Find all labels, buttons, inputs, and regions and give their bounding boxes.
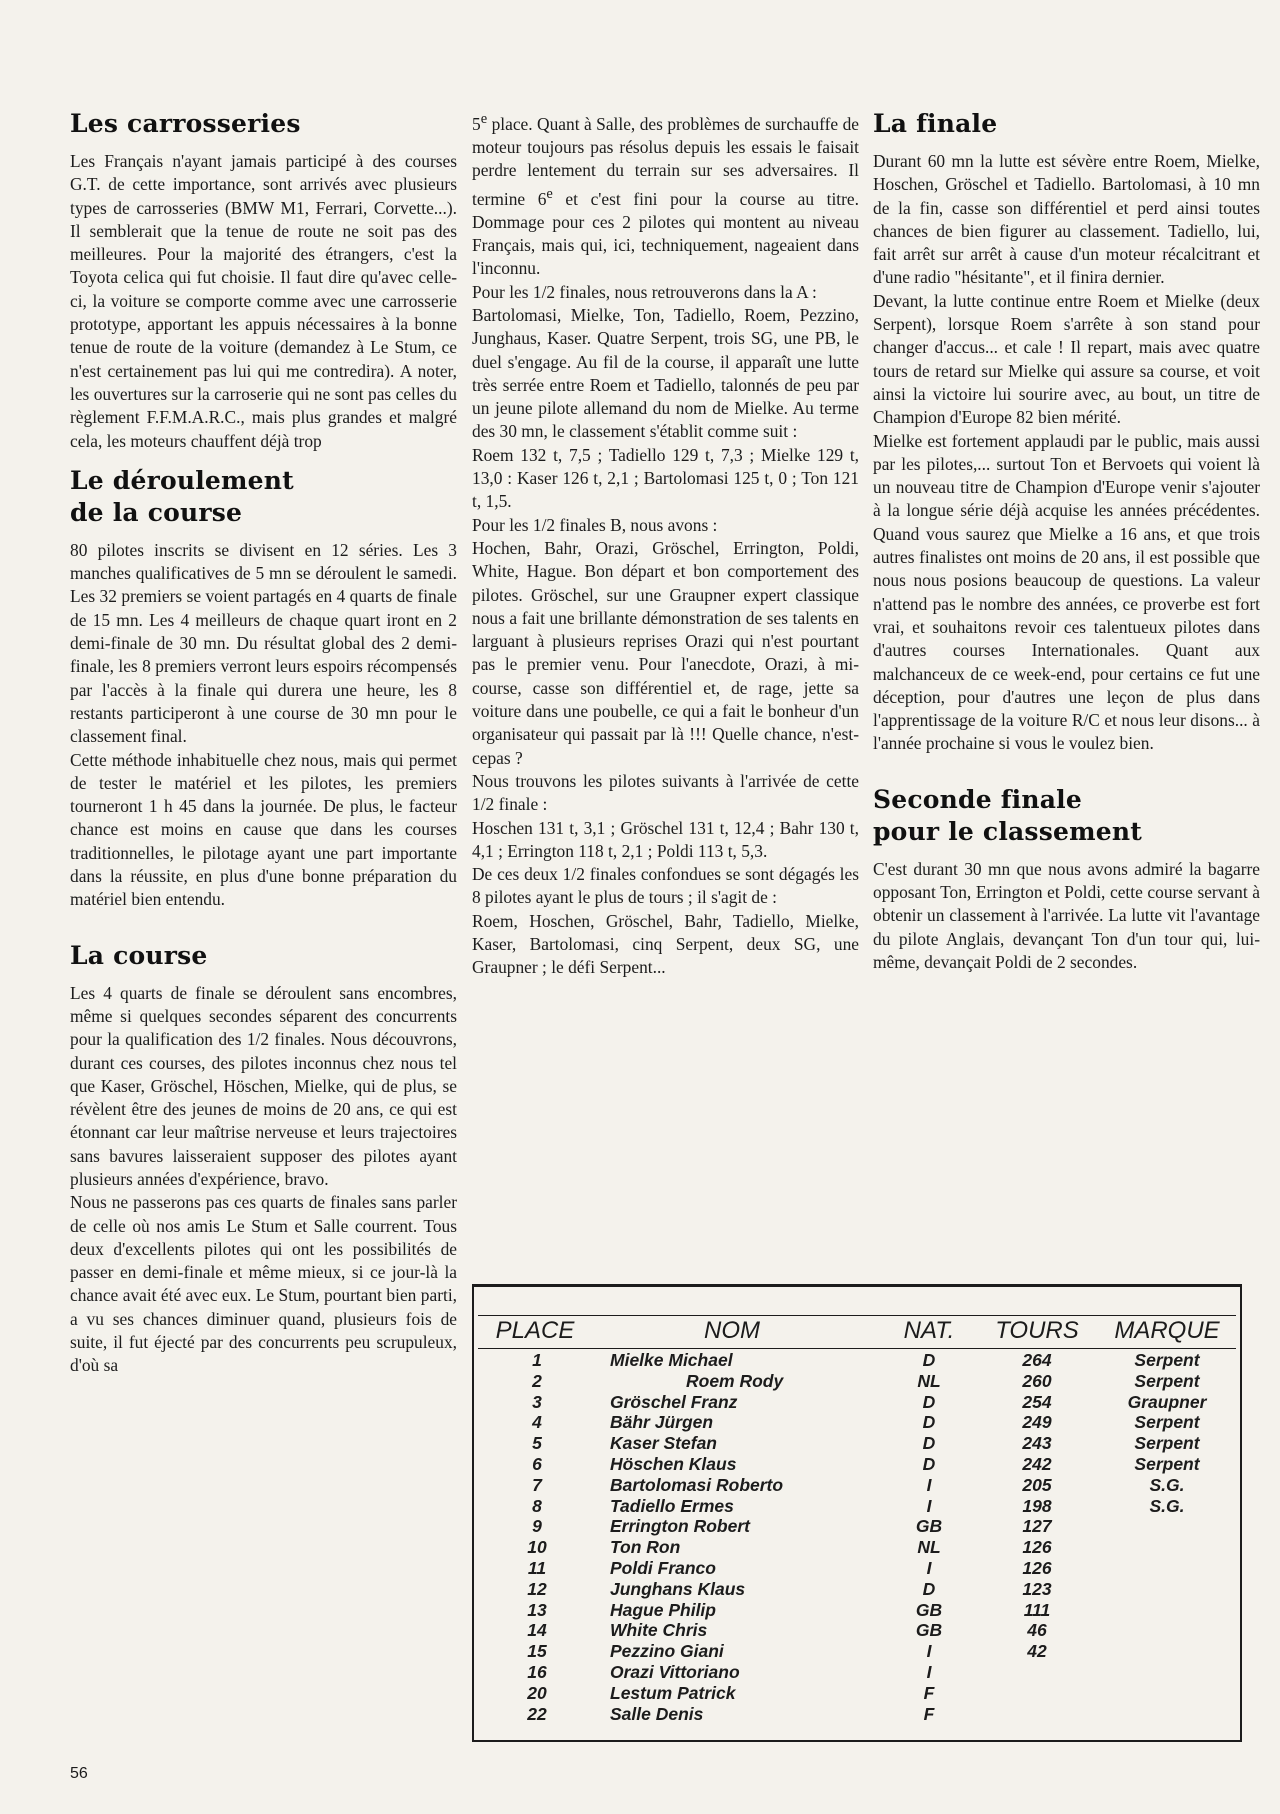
cell-tours: 127 <box>1022 1516 1052 1537</box>
table-body <box>474 1350 1240 1724</box>
cell-tours: 111 <box>1023 1599 1051 1620</box>
heading-la-finale: La finale <box>873 109 998 138</box>
cell-tours: 254 <box>1022 1391 1052 1412</box>
cell-nom: Bähr Jürgen <box>610 1412 714 1433</box>
paragraph: Cette méthode inhabituelle chez nous, mais qui permet de tester le matériel et les pilotes, les premiers tourneront 1 h 45 dans la journée. De plus, le facteur chance est moins en cause que dans les courses traditionnelles, le pilotage ayant une part importante dans la réussite, en plus d'une bonne préparation du matériel bien entendu. <box>70 749 457 910</box>
cell-nom: Orazi Vittoriano <box>610 1661 740 1682</box>
paragraph: Roem, Hoschen, Gröschel, Bahr, Tadiello, Mielke, Kaser, Bartolomasi, cinq Serpent, deux SG, une Graupner ; le défi Serpent... <box>472 910 859 978</box>
cell-nat: F <box>923 1703 935 1724</box>
paragraph: Hoschen 131 t, 3,1 ; Gröschel 131 t, 12,4 ; Bahr 130 t, 4,1 ; Errington 118 t, 2,1 ; Poldi 113 t, 5,3. <box>472 817 859 861</box>
cell-nat: D <box>922 1391 936 1412</box>
cell-nat: I <box>926 1495 932 1516</box>
text-fragment: place. Quant à Salle, des problèmes de surchauffe de moteur toujours pas résolus depuis les essais le faisait perdre lentement du terrain sur ses adversaires. Il termine 6 <box>472 113 859 209</box>
cell-tours: 123 <box>1022 1578 1052 1599</box>
cell-nat: NL <box>917 1370 941 1391</box>
cell-place: 9 <box>532 1516 542 1537</box>
cell-tours: 260 <box>1022 1370 1052 1391</box>
superscript: e <box>480 111 488 127</box>
cell-place: 22 <box>527 1703 547 1724</box>
cell-marque: S.G. <box>1149 1474 1185 1495</box>
table-row <box>474 1433 1240 1454</box>
cell-marque: Graupner <box>1127 1391 1207 1412</box>
table-row <box>474 1662 1240 1683</box>
cell-nom: Höschen Klaus <box>610 1453 737 1474</box>
paragraph: Roem 132 t, 7,5 ; Tadiello 129 t, 7,3 ; Mielke 129 t, 13,0 : Kaser 126 t, 2,1 ; Bartolomasi 125 t, 0 ; Ton 121 t, 1,5. <box>472 444 859 512</box>
heading-line: Seconde finale <box>873 784 1082 814</box>
cell-place: 13 <box>527 1599 547 1620</box>
cell-marque: Serpent <box>1134 1412 1200 1433</box>
cell-place: 16 <box>527 1661 547 1682</box>
cell-place: 5 <box>532 1433 542 1454</box>
header-place: PLACE <box>495 1317 575 1344</box>
header-nat: NAT. <box>903 1317 955 1344</box>
cell-place: 7 <box>532 1474 542 1495</box>
cell-tours: 126 <box>1022 1557 1052 1578</box>
header-tours: TOURS <box>995 1317 1079 1344</box>
cell-nat: D <box>922 1578 936 1599</box>
header-marque: MARQUE <box>1114 1317 1220 1344</box>
paragraph: Devant, la lutte continue entre Roem et Mielke (deux Serpent), lorsque Roem s'arrête à son stand pour changer d'accus... et cale ! Il repart, mais avec quatre tours de retard sur Mielke qui assure sa course, et voit ainsi la victoire lui sourire avec, au bout, un titre de Champion d'Europe 82 bien mérité. <box>873 290 1260 428</box>
column-right <box>873 108 1260 974</box>
table-row <box>474 1516 1240 1537</box>
table-row <box>474 1620 1240 1641</box>
cell-nom: Salle Denis <box>610 1703 704 1724</box>
cell-nom: Gröschel Franz <box>610 1391 738 1412</box>
table-row <box>474 1350 1240 1371</box>
cell-place: 11 <box>527 1557 547 1578</box>
results-table <box>472 1284 1242 1742</box>
cell-nat: I <box>926 1557 932 1578</box>
header-nom: NOM <box>704 1317 760 1344</box>
cell-tours: 126 <box>1022 1537 1052 1558</box>
superscript: e <box>546 185 553 202</box>
cell-place: 6 <box>532 1453 542 1474</box>
cell-marque: Serpent <box>1134 1433 1200 1454</box>
paragraph <box>472 108 859 281</box>
cell-tours: 205 <box>1022 1474 1052 1495</box>
table-row <box>474 1392 1240 1413</box>
table-row <box>474 1454 1240 1475</box>
cell-nom: Errington Robert <box>610 1516 750 1537</box>
column-left <box>70 108 457 1378</box>
table-row <box>474 1558 1240 1579</box>
paragraph: 80 pilotes inscrits se divisent en 12 séries. Les 3 manches qualificatives de 5 mn se déroulent le samedi. Les 32 premiers se voient partagés en 4 quarts de finale de 15 mn. Les 4 meilleurs de chaque quart iront en 2 demi-finale de 30 mn. Du résultat global des 2 demi-finale, les 8 premiers verront leurs espoirs récompensés par l'accès à la finale qui durera une heure, les 8 restants participeront à une course de 30 mn pour le classement final. <box>70 539 457 747</box>
table-row <box>474 1579 1240 1600</box>
cell-place: 10 <box>527 1537 547 1558</box>
cell-place: 4 <box>532 1412 542 1433</box>
heading-line: pour le classement <box>873 816 1142 846</box>
cell-place: 8 <box>532 1495 542 1516</box>
paragraph: Mielke est fortement applaudi par le public, mais aussi par les pilotes,... surtout Ton et Bervoets qui voient là un nouveau titre de Champion d'Europe venir s'ajouter à la longue série déjà acquise les années précédentes. Quand vous saurez que Mielke a 16 ans, et que trois autres finalistes ont moins de 20 ans, il est possible que nous nous posions beaucoup de questions. La valeur n'attend pas le nombre des années, ce proverbe est fort vrai, et souhaitons revoir ces talentueux pilotes dans d'autres courses Internationales. Quant aux malchanceux de ce week-end, pour certains ce fut une déception, pour d'autres une leçon de plus dans l'apprentissage de la voiture R/C et nous leur disons... à l'année prochaine si vous le voulez bien. <box>873 430 1260 754</box>
cell-place: 12 <box>527 1578 547 1599</box>
cell-nat: D <box>922 1453 936 1474</box>
cell-nom: Tadiello Ermes <box>610 1495 734 1516</box>
table-row <box>474 1641 1240 1662</box>
paragraph: Hochen, Bahr, Orazi, Gröschel, Errington, Poldi, White, Hague. Bon départ et bon comportement des pilotes. Gröschel, sur une Graupner expert classique nous a fait une brillante démonstration de ses talents en larguant à plusieurs reprises Orazi qui n'est pourtant pas le premier venu. Pour l'anecdote, Orazi, à mi-course, casse son différentiel et, de rage, jette sa voiture dans une poubelle, ce qui a fait le bonheur d'un organisateur qui passait par là !!! Quelle chance, n'est-cepas ? <box>472 537 859 768</box>
table-row <box>474 1683 1240 1704</box>
cell-marque: Serpent <box>1134 1350 1200 1370</box>
heading-line: de la course <box>70 497 243 527</box>
paragraph: Pour les 1/2 finales B, nous avons : <box>472 514 718 535</box>
table-header <box>474 1317 1240 1347</box>
text-fragment: 5 <box>472 113 481 134</box>
paragraph: De ces deux 1/2 finales confondues se sont dégagés les 8 pilotes ayant le plus de tours ; il s'agit de : <box>472 864 859 908</box>
cell-nom: Bartolomasi Roberto <box>610 1474 784 1495</box>
cell-place: 14 <box>527 1620 547 1641</box>
heading-deroulement <box>70 465 457 529</box>
heading-seconde-finale <box>873 784 1260 848</box>
cell-marque: S.G. <box>1149 1495 1185 1516</box>
paragraph: Les Français n'ayant jamais participé à des courses G.T. de cette importance, sont arrivés avec plusieurs types de carrosseries (BMW M1, Ferrari, Corvette...). Il semblerait que la tenue de route ne soit pas des meilleures. Pour la majorité des étrangers, c'est la Toyota celica qui fut choisie. Il faut dire qu'avec celle-ci, la voiture se comporte comme avec une carrosserie prototype, apportant les appuis nécessaires à la bonne tenue de route de la voiture (demandez à Le Stum, ce n'est certainement pas lui qui me contredira). A noter, les ouvertures sur la carroserie qui ne sont pas celles du règlement F.F.M.A.R.C., mais plus grandes et malgré cela, les moteurs chauffent déjà trop <box>70 151 457 451</box>
cell-tours: 42 <box>1027 1641 1047 1662</box>
paragraph: Nous trouvons les pilotes suivants à l'arrivée de cette 1/2 finale : <box>472 770 859 815</box>
column-middle <box>472 108 859 980</box>
table-row <box>474 1412 1240 1433</box>
table-row <box>474 1496 1240 1517</box>
cell-tours: 249 <box>1022 1412 1052 1433</box>
text-fragment: et c'est fini pour la course au titre. Dommage pour ces 2 pilotes qui montent au niveau Français, mais qui, ici, techniquement, nageaient dans l'inconnu. <box>472 188 859 279</box>
cell-place: 3 <box>532 1391 542 1412</box>
cell-nat: GB <box>915 1516 943 1537</box>
table-row <box>474 1475 1240 1496</box>
cell-nom: Hague Philip <box>610 1599 716 1620</box>
paragraph: Durant 60 mn la lutte est sévère entre Roem, Mielke, Hoschen, Gröschel et Tadiello. Bartolomasi, à 10 mn de la fin, casse son différentiel et perd ainsi toutes chances de bien figurer au classement. Tadiello, lui, fait arrêt sur arrêt à cause d'un moteur récalcitrant et d'une radio "hésitante", et il finira dernier. <box>873 151 1260 288</box>
cell-tours: 46 <box>1027 1620 1047 1641</box>
table-row <box>474 1600 1240 1621</box>
cell-place: 15 <box>527 1641 547 1662</box>
cell-marque: Serpent <box>1134 1453 1200 1474</box>
cell-nom: Kaser Stefan <box>610 1433 717 1454</box>
cell-nat: I <box>926 1641 932 1662</box>
cell-nat: D <box>922 1412 936 1433</box>
table-row <box>474 1371 1240 1392</box>
table-rule <box>478 1348 1236 1349</box>
cell-tours: 264 <box>1022 1350 1052 1370</box>
heading-line: Le déroulement <box>70 465 294 495</box>
cell-nom: Junghans Klaus <box>610 1578 746 1599</box>
cell-place: 1 <box>532 1350 542 1370</box>
table-rule <box>478 1315 1236 1316</box>
cell-nom: Roem Rody <box>686 1370 784 1391</box>
cell-nat: D <box>922 1433 936 1454</box>
table-row <box>474 1704 1240 1725</box>
paragraph: Bartolomasi, Mielke, Ton, Tadiello, Roem, Pezzino, Junghaus, Kaser. Quatre Serpent, trois SG, une PB, le duel s'engage. Au fil de la course, il apparaît une lutte très serrée entre Roem et Tadiello, talonnés de peu par un jeune pilote allemand du nom de Mielke. Au terme des 30 mn, le classement s'établit comme suit : <box>472 304 859 442</box>
cell-nom: Mielke Michael <box>610 1350 733 1370</box>
paragraph: Pour les 1/2 finales, nous retrouverons dans la A : <box>472 281 817 302</box>
heading-carrosseries: Les carrosseries <box>70 109 301 138</box>
paragraph: C'est durant 30 mn que nous avons admiré la bagarre opposant Ton, Errington et Poldi, cette course servant à obtenir un classement à l'arrivée. La lutte vit l'avantage du pilote Anglais, devançant Ton d'un tour qui, lui-même, devançait Poldi de 2 secondes. <box>873 858 1260 972</box>
cell-nom: Ton Ron <box>610 1537 681 1558</box>
cell-tours: 242 <box>1022 1453 1052 1474</box>
cell-nom: White Chris <box>610 1620 708 1641</box>
table-row <box>474 1537 1240 1558</box>
paragraph: Les 4 quarts de finale se déroulent sans encombres, même si quelques secondes séparent des concurrents pour la qualification des 1/2 finales. Nous découvrons, durant ces courses, des pilotes inconnus chez nous tel que Kaser, Gröschel, Höschen, Mielke, qui de plus, se révèlent être des jeunes de moins de 20 ans, ce qui est étonnant car leur maîtrise nerveuse et leurs trajectoires sans bavures laisseraient supposer des pilotes ayant plusieurs années d'expérience, bravo. <box>70 982 457 1189</box>
cell-nom: Pezzino Giani <box>610 1641 724 1662</box>
cell-nat: F <box>923 1682 935 1703</box>
cell-nom: Lestum Patrick <box>610 1682 736 1703</box>
cell-tours: 243 <box>1022 1433 1052 1454</box>
paragraph: Nous ne passerons pas ces quarts de finales sans parler de celle où nos amis Le Stum et Salle courrent. Tous deux d'excellents pilotes qui ont les possibilités de passer en demi-finale et même mieux, si ce jour-là la chance avait été avec eux. Le Stum, pourtant bien parti, a vu ses chances diminuer quand, plusieurs fois de suite, il fut éjecté par des concurrents peu scrupuleux, d'où sa <box>70 1192 457 1376</box>
cell-place: 20 <box>527 1682 547 1703</box>
page-number: 56 <box>70 1765 88 1782</box>
cell-nat: I <box>926 1661 932 1682</box>
cell-marque: Serpent <box>1134 1370 1200 1391</box>
cell-nat: D <box>922 1350 936 1370</box>
cell-tours: 198 <box>1022 1495 1052 1516</box>
heading-la-course: La course <box>70 940 208 970</box>
cell-nat: NL <box>917 1537 941 1558</box>
cell-nat: GB <box>915 1599 943 1620</box>
cell-nat: GB <box>915 1620 943 1641</box>
cell-place: 2 <box>532 1370 542 1391</box>
cell-nom: Poldi Franco <box>610 1557 716 1578</box>
cell-nat: I <box>926 1474 932 1495</box>
